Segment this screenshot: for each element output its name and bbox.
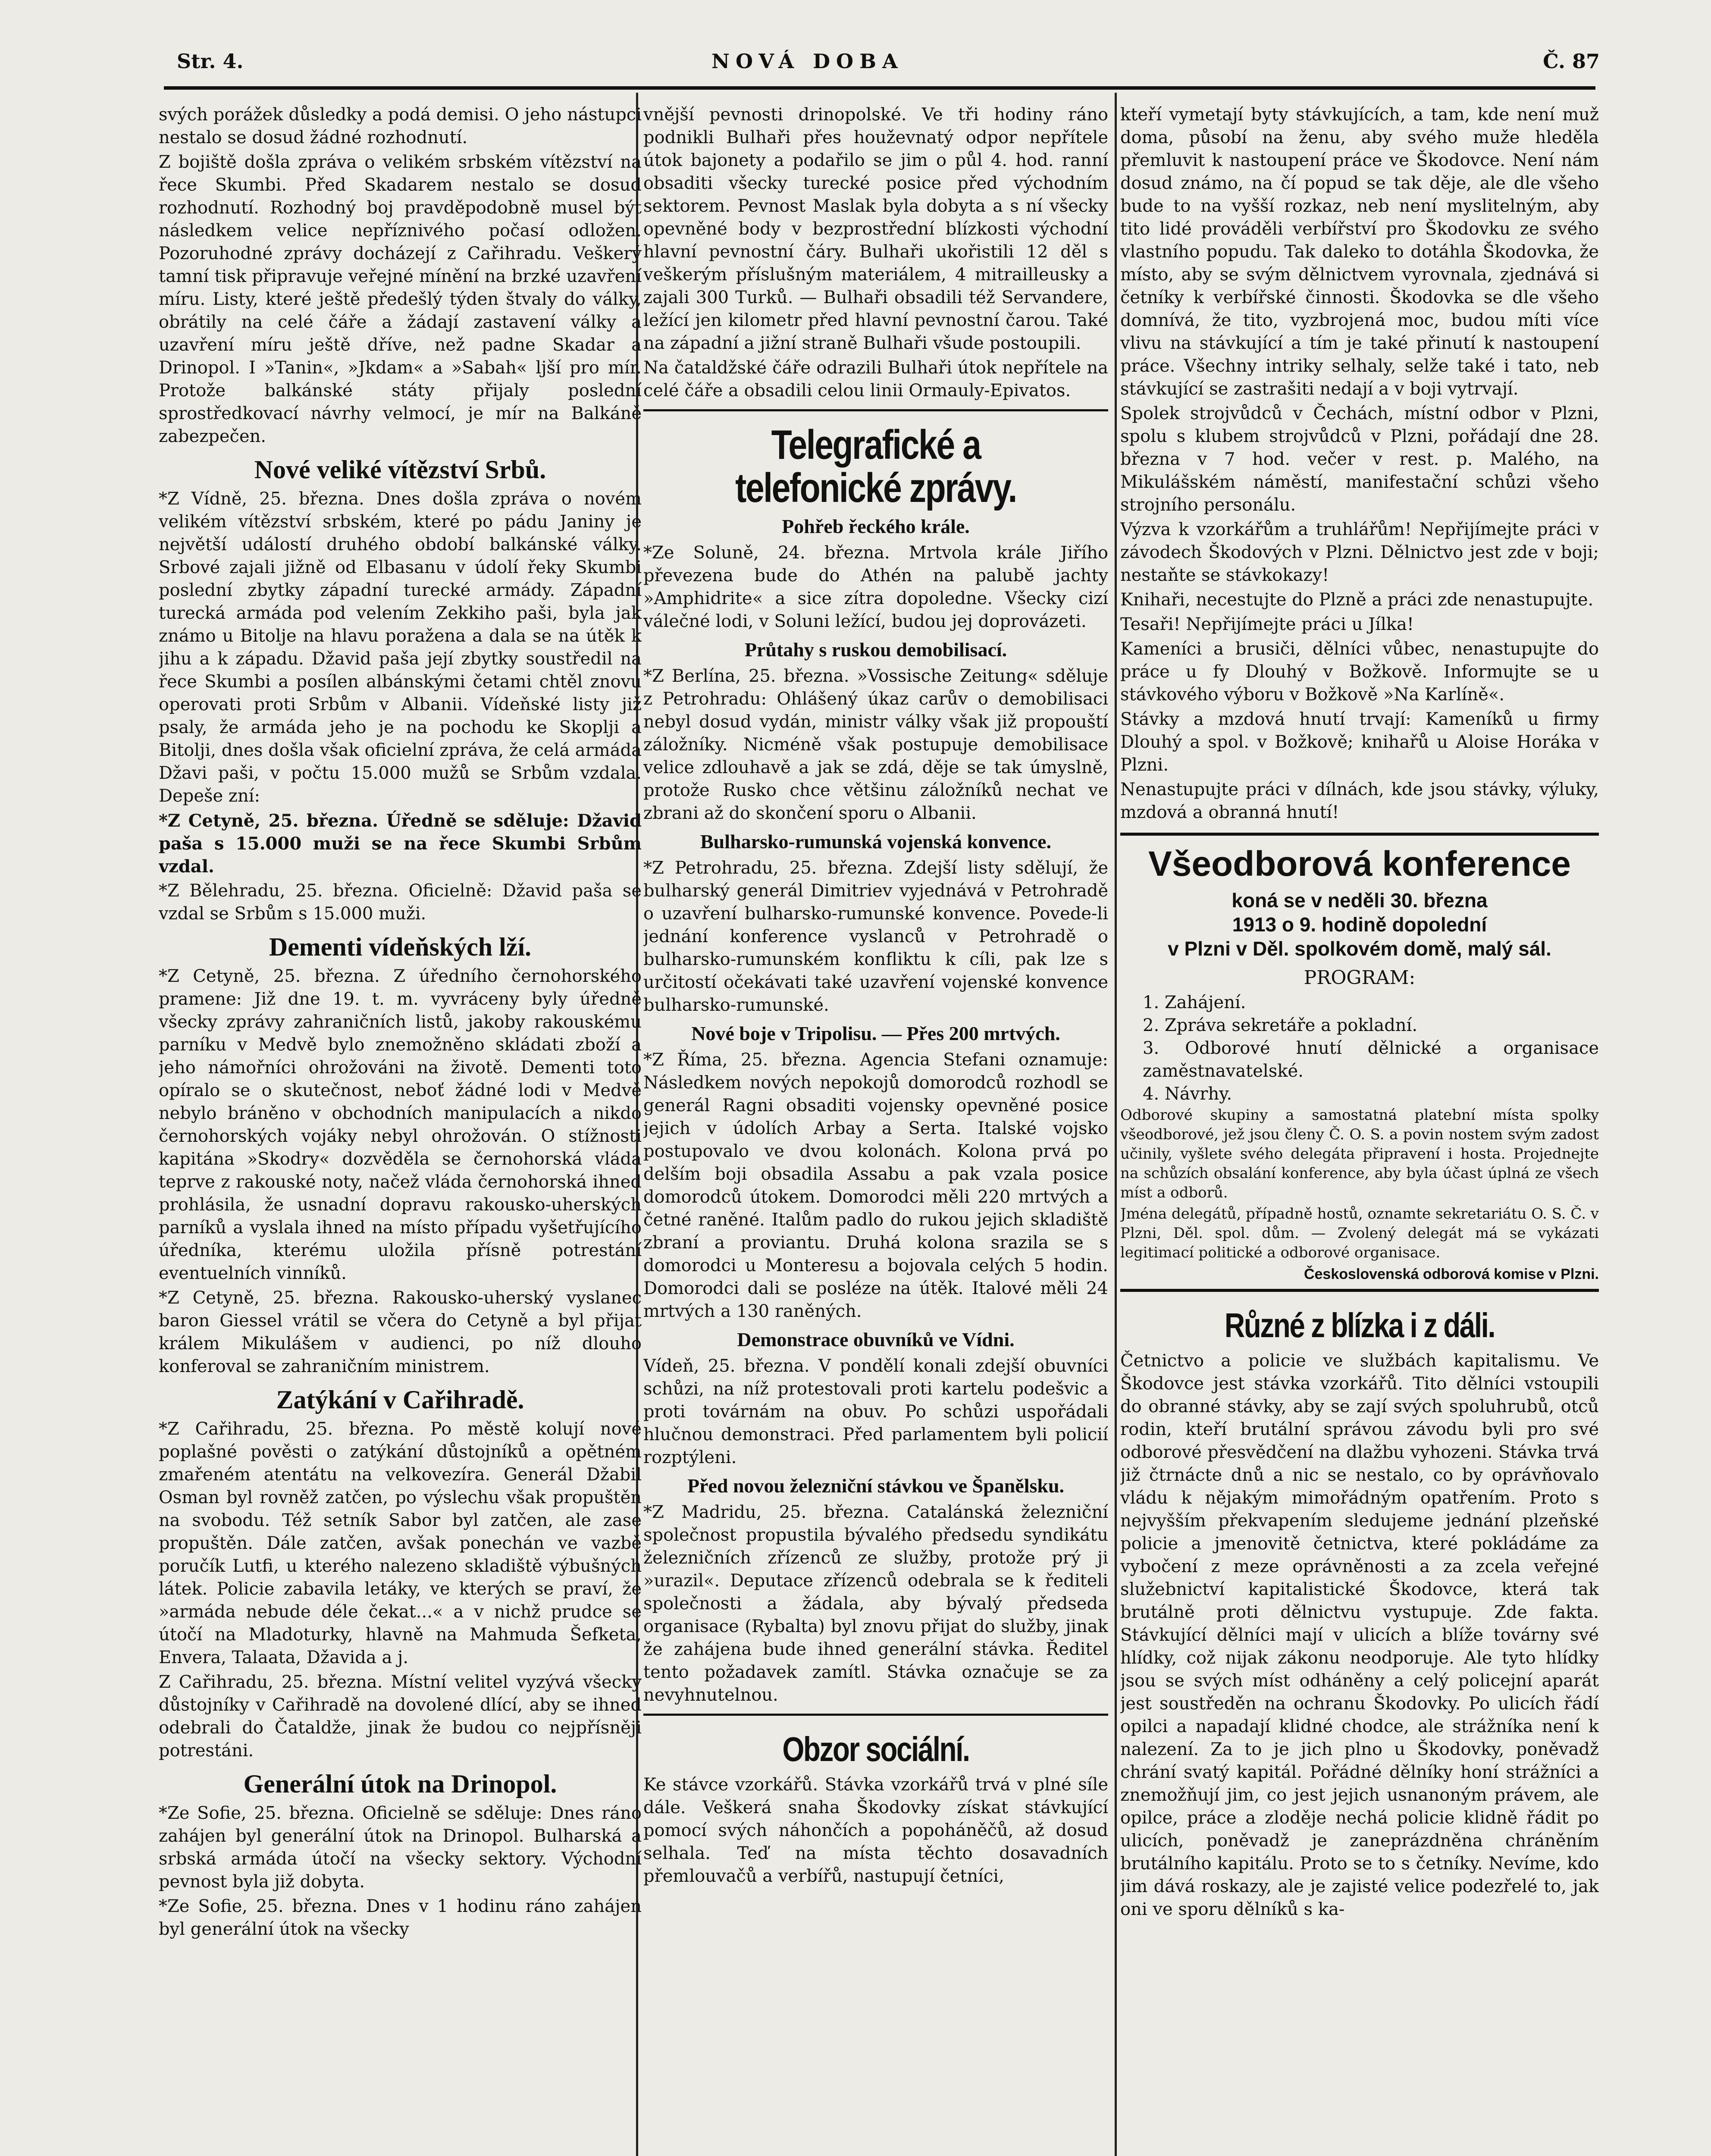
- article-headline: Pohřeb řeckého krále.: [782, 515, 970, 537]
- column-2: [643, 103, 1108, 2156]
- conference-time: 1913 o 9. hodině dopolední: [1232, 913, 1487, 936]
- article-headline: Zatýkání v Cařihradě.: [276, 1385, 524, 1414]
- paragraph: Ke stávce vzorkářů. Stávka vzorkářů trvá v plné síle dále. Veškerá snaha Škodovky získat stávkující pomocí svých náhončích a popoháněčů, až dosud selhala. Teď na místa těchto dosavadních přemlouvačů a verbířů, nastupují četníci,: [643, 1775, 1108, 1886]
- section-headline: Telegrafické a telefonické zprávy.: [735, 422, 1016, 511]
- paragraph: Výzva k vzorkářům a truhlářům! Nepřijímejte práci v závodech Škodových v Plzni. Dělnictvo jest zde v boji; nestaňte se stávkokazy!: [1120, 520, 1599, 585]
- signature: Československá odborová komise v Plzni.: [1304, 1266, 1599, 1282]
- article-headline: Před novou železniční stávkou ve Španělsku.: [687, 1475, 1065, 1497]
- program-label: PROGRAM:: [1304, 967, 1416, 989]
- paragraph: Nenastupujte práci v dílnách, kde jsou stávky, výluky, mzdová a obranná hnutí!: [1120, 780, 1599, 822]
- section-rule: [643, 409, 1108, 411]
- header-rule: [164, 86, 1595, 90]
- paragraph: svých porážek důsledky a podá demisi. O jeho nástupci nestalo se dosud žádné rozhodnutí.: [159, 105, 642, 147]
- column-divider: [1115, 93, 1117, 2156]
- paragraph: Jména delegátů, případně hostů, oznamte sekretariátu O. S. Č. v Plzni, Děl. spol. dům. — Zvolený delegát má se vykázati legitimací politické a odborové organisace.: [1120, 1205, 1599, 1261]
- paragraph: *Z Cetyně, 25. března. Rakousko-uherský vyslanec baron Giessel vrátil se včera do Cetyně a byl přijat králem Mikulášem v audienci, po níž dlouho konferoval se zahraničním ministrem.: [159, 1288, 642, 1376]
- paragraph: *Z Cetyně, 25. března. Z úředního černohorského pramene: Již dne 19. t. m. vyvráceny byly úředně všecky zprávy zahraničních listů, jakoby rakouskému parníku v Medvě bylo znemožněno skládati zboží a jeho námořníci ohrožováni na životě. Dementi toto opíralo se o skutečnost, neboť žádné lodi v Medvě nebylo bráněno v obchodních manipulacích a nikdo černohorských vojáky nebyl ohrožován. O stížnosti kapitána »Skodry« dozvěděla se černohorská vláda teprve z rakouské noty, načež vláda černohorská ihned prohlásila, že usnadní dopravu rakousko-uherských parníků a vyslala ihned na místo případu vyšetřujícího úředníka, kterému uložila přísně potrestání eventuelních vinníků.: [159, 966, 642, 1283]
- article-headline: Nové veliké vítězství Srbů.: [254, 455, 546, 484]
- section-headline: Různé z blízka i z dáli.: [1224, 1306, 1495, 1344]
- paragraph: Vídeň, 25. března. V pondělí konali zdejší obuvníci schůzi, na níž protestovali proti kartelu podešvic a proti továrnám na obuv. Po schůzi uspořádali hlučnou demonstraci. Před parlamentem byli policií rozptýleni.: [643, 1356, 1108, 1467]
- conference-title: Všeodborová konference: [1148, 844, 1571, 884]
- article-headline: Demonstrace obuvníků ve Vídni.: [737, 1329, 1015, 1351]
- article-headline: Průtahy s ruskou demobilisací.: [744, 639, 1007, 661]
- paragraph: Stávky a mzdová hnutí trvají: Kameníků u firmy Dlouhý a spol. v Božkově; knihařů u Aloise Horáka v Plzni.: [1120, 709, 1599, 775]
- paragraph: *Z Bělehradu, 25. března. Oficielně: Džavid paša se vzdal se Srbům s 15.000 muži.: [159, 881, 642, 924]
- paragraph: *Z Vídně, 25. března. Dnes došla zpráva o novém velikém vítězství srbském, které po pádu Janiny je největší událostí druhého období balkánské války. Srbové zajali jižně od Elbasanu v údolí řeky Skumbi poslední zbytky západní turecké armády. Západní turecká armáda pod velením Zekkiho paši, byla jak známo u Bitolje na hlavu poražena a dala se na útěk k jihu a k západu. Džavid paša její zbytky soustředil na řece Skumbi a posílen albánskými četami chtěl znovu operovati proti Srbům v Albanii. Vídeňské listy již psaly, že armáda jeho je na pochodu ke Skoplji a Bitolji, dnes došla však oficielní zpráva, že celá armáda Džavi paši, v počtu 15.000 mužů se Srbům vzdala. Depeše zní:: [159, 489, 642, 806]
- paragraph: *Z Berlína, 25. března. »Vossische Zeitung« sděluje z Petrohradu: Ohlášený úkaz carův o demobilisaci nebyl dosud vydán, ministr války však již propouští záložníky. Nicméně však postupuje demobilisace velice zdlouhavě a jak se zdá, děje se tak úmyslně, protože Rusko chce většinu záložníků nechat ve zbrani až do skončení sporu o Albanii.: [643, 666, 1108, 823]
- article-headline: Dementi vídeňských lží.: [269, 933, 532, 961]
- article-headline: Nové boje v Tripolisu. — Přes 200 mrtvých.: [691, 1022, 1060, 1044]
- paragraph: *Z Říma, 25. března. Agencia Stefani oznamuje: Následkem nových nepokojů domorodců rozhodl se generál Ragni obsaditi vojensky opevněné posice jejich v údolích Arbay a Serta. Italské vojsko postupovalo ve dvou kolonách. Kolona prvá po delším boji obsadila Assabu a pak vzala posice domorodců útokem. Domorodci měli 220 mrtvých a četné raněné. Italům padlo do rukou jejich skladiště zbraní a proviantu. Druhá kolona srazila se s domorodci u Monteresu a bojovala celých 5 hodin. Domorodci dali se posléze na útěk. Italové měli 24 mrtvých a 130 raněných.: [643, 1050, 1108, 1321]
- list-item: 3. Odborové hnutí dělnické a organisace zaměstnavatelské.: [1143, 1038, 1599, 1081]
- paragraph: Knihaři, necestujte do Plzně a práci zde nenastupujte.: [1120, 590, 1594, 610]
- paragraph: kteří vymetají byty stávkujících, a tam, kde není muž doma, působí na ženu, aby svého muže hleděla přemluvit k nastoupení práce ve Škodovce. Není nám dosud známo, na čí popud se tak děje, ale dle všeho bude to na vyšší rozkaz, neb není myslitelným, aby tito lidé prováděli verbířství pro Škodovku ze svého vlastního popudu. Tak daleko to dotáhla Škodovka, že místo, aby se svým dělnictvem vyrovnala, zjednává si četníky k verbířské činnosti. Škodovka se dle všeho domnívá, že tito, vyzbrojená moc, budou míti více vlivu na stávkující a tím je také přinutí k nastoupení práce. Všechny intriky selhaly, selže také i tato, neb stávkující se zastrašiti nedají a v boji vytrvají.: [1120, 105, 1599, 399]
- paragraph: Odborové skupiny a samostatná platební místa spolky všeodborové, jež jsou členy Č. O. S. a povin nostem svým zadost učinily, vyšlete svého delegáta připravení i hosta. Projednejte na schůzích obsalání konference, aby byla účast úplná ze všech míst a odborů.: [1120, 1106, 1599, 1201]
- list-item: 4. Návrhy.: [1143, 1084, 1232, 1104]
- paragraph: *Ze Sofie, 25. března. Oficielně se sděluje: Dnes ráno zahájen byl generální útok na Drinopol. Bulharská a srbská armáda útočí na všecky sektory. Východní pevnost byla již dobyta.: [159, 1803, 642, 1892]
- paragraph: *Ze Sofie, 25. března. Dnes v 1 hodinu ráno zahájen byl generální útok na všecky: [159, 1896, 642, 1939]
- section-headline: Obzor sociální.: [782, 1730, 969, 1768]
- paragraph: Z Cařihradu, 25. března. Místní velitel vyzývá všecky důstojníky v Cařihradě na dovolené dlící, aby se ihned odebrali do Čataldže, jinak že budou co nejpřísněji potrestáni.: [159, 1672, 642, 1761]
- paragraph: *Z Cetyně, 25. března. Úředně se sděluje: Džavid paša s 15.000 muži se na řece Skumbi Srbům vzdal.: [159, 811, 642, 877]
- paragraph: *Z Cařihradu, 25. března. Po městě kolují nové poplašné pověsti o zatýkání důstojníků a opětném zmařeném atentátu na velkovezíra. Generál Džabil Osman byl rovněž zatčen, po výslechu však propuštěn na svobodu. Též setník Sabor byl zatčen, ale zase propuštěn. Dále zatčen, avšak ponechán ve vazbě poručík Lutfi, u kterého nalezeno skladiště výbušných látek. Policie zabavila letáky, ve kterých se praví, že »armáda nebude déle čekat...« a v nichž prudce se útočí na Mladoturky, hlavně na Mahmuda Šefketa, Envera, Talaata, Džavida a j.: [159, 1419, 642, 1667]
- paragraph: Četnictvo a policie ve službách kapitalismu. Ve Škodovce jest stávka vzorkářů. Tito dělníci vstoupili do obranné stávky, aby se zají svých spoluhrubů, otců rodin, kteří brutální správou závodu byli pro své odborové přesvědčení na dlažbu vyhozeni. Stávka trvá již čtrnácte dnů a nic se nestalo, co by oprávňovalo vládu k nějakým mimořádným opatřením. Proto s nejvyšším překvapením sledujeme jednání plzeňské policie a jmenovitě četnictva, které pokládáme za vybočení z meze oprávněnosti a za zcela veřejné služebnictví kapitalistické Škodovce, která tak brutálně proti dělnictvu vystupuje. Zde fakta. Stávkující dělníci mají v ulicích a blíže továrny své hlídky, což nijak zákonu neodporuje. Ale tyto hlídky jsou se svých míst odháněny a celý policejní aparát jest soustředěn na ochranu Škodovky. Po ulicích řádí opilci a napadají klidné chodce, ale strážníka není k nalezení. Za to je jich plno u Škodovky, poněvadž chrání svatý kapitál. Pořádné dělníky honí strážníci a znemožňují jim, co jest jejich usnanoným právem, ale opilce, práce a zloděje nechá policie klidně řádit po ulicích, poněvadž je zaneprázdněna chráněním brutálního kapitálu. Proto se to s četníky. Nevíme, kdo jim dává roskazy, ale je zajisté velice podezřelé to, jak oni ve sporu dělníků s ka-: [1120, 1351, 1599, 1919]
- paragraph: Kameníci a brusiči, dělníci vůbec, nenastupujte do práce u fy Dlouhý v Božkově. Informujte se u stávkového výboru v Božkově »Na Karlíně«.: [1120, 639, 1599, 705]
- paragraph: *Z Madridu, 25. března. Catalánská železniční společnost propustila bývalého předsedu syndikátu železničních zřízenců ze služby, protože prý ji »urazil«. Deputace zřízenců odebrala se k řediteli společnosti a žádala, aby bývalý předseda organisace (Rybalta) byl znovu přijat do služby, jinak že zahájena bude ihned generální stávka. Ředitel tento požadavek zamítl. Stávka označuje se za nevyhnutelnou.: [643, 1502, 1108, 1705]
- conference-date: koná se v neděli 30. března: [1232, 889, 1488, 912]
- paragraph: *Ze Soluně, 24. března. Mrtvola krále Jiřího převezena bude do Athén na palubě jachty »Amphidrite« a sice zítra dopoledne. Všecky cizí válečné lodi, v Soluni ležící, budou jej doprovázeti.: [643, 543, 1108, 631]
- article-headline: Generální útok na Drinopol.: [243, 1770, 557, 1798]
- column-1: [159, 103, 642, 2156]
- paragraph: vnější pevnosti drinopolské. Ve tři hodiny ráno podnikli Bulhaři přes houževnatý odpor nepřítele útok bajonety a podařilo se jim o půl 4. hod. ranní obsaditi všecky turecké posice před východním sektorem. Pevnost Maslak byla dobyta a s ní všecky opevněné body v bezprostřední blízkosti východní hlavní pevnostní čáry. Bulhaři ukořistili 12 děl s veškerým příslušným materiálem, 4 mitrailleusky a zajali 300 Turků. — Bulhaři obsadili též Servandere, ležící jen kilometr před hlavní pevnostní čarou. Také na západní a jižní straně Bulhaři všude postoupili.: [643, 105, 1108, 353]
- paragraph: Z bojiště došla zpráva o velikém srbském vítězství na řece Skumbi. Před Skadarem nestalo se dosud rozhodnutí. Rozhodný boj pravděpodobně musel být následkem velice nepříznivého počasí odložen. Pozoruhodné zprávy docházejí z Cařihradu. Veškerý tamní tisk připravuje veřejné mínění na brzké uzavření míru. Listy, které ještě předešlý týden štvaly do války, obrátily na celé čáře a žádají zastavení války a uzavření míru ještě dříve, než padne Skadar a Drinopol. I »Tanin«, »Jkdam« a »Sabah« ljší pro mír. Protože balkánské státy přijaly poslední sprostředkovací návrhy velmocí, je mír na Balkáně zabezpečen.: [159, 152, 642, 446]
- conference-notes: [1120, 1106, 1599, 1263]
- masthead-title: NOVÁ DOBA: [711, 50, 904, 73]
- paragraph: *Z Petrohradu, 25. března. Zdejší listy sdělují, že bulharský generál Dimitriev vyjednává v Petrohradě o uzavření bulharsko-rumunské konvence. Povede-li jednání konference vyslanců v Petrohradě o bulharsko-rumunském konfliktu k cíli, pak lze s určitostí očekávati také uzavření vojenské konvence bulharsko-rumunské.: [643, 858, 1108, 1015]
- paragraph: Tesaři! Nepřijímejte práci u Jílka!: [1120, 614, 1414, 634]
- issue-number: Č. 87: [1543, 50, 1600, 73]
- page-number-left: Str. 4.: [177, 50, 244, 73]
- page-header: [177, 43, 1600, 84]
- article-headline: Bulharsko-rumunská vojenská konvence.: [700, 830, 1052, 852]
- conference-place: v Plzni v Děl. spolkovém domě, malý sál.: [1168, 937, 1551, 960]
- section-rule: [643, 1714, 1108, 1716]
- column-3: [1120, 103, 1599, 2156]
- paragraph: Na čataldžské čáře odrazili Bulhaři útok nepřítele na celé čáře a obsadili celou linii Ormauly-Epivatos.: [643, 358, 1108, 401]
- conference-notice: [1120, 833, 1599, 1292]
- program-list: [1120, 991, 1599, 1106]
- list-item: 1. Zahájení.: [1143, 993, 1246, 1012]
- paragraph: Spolek strojvůdců v Čechách, místní odbor v Plzni, spolu s klubem strojvůdců v Plzni, pořádají dne 28. března v 7 hod. večer v rest. p. Malého, na Mikulášském náměstí, manifestační schůzi všeho strojního personálu.: [1120, 404, 1599, 515]
- list-item: 2. Zpráva sekretáře a pokladní.: [1143, 1015, 1418, 1035]
